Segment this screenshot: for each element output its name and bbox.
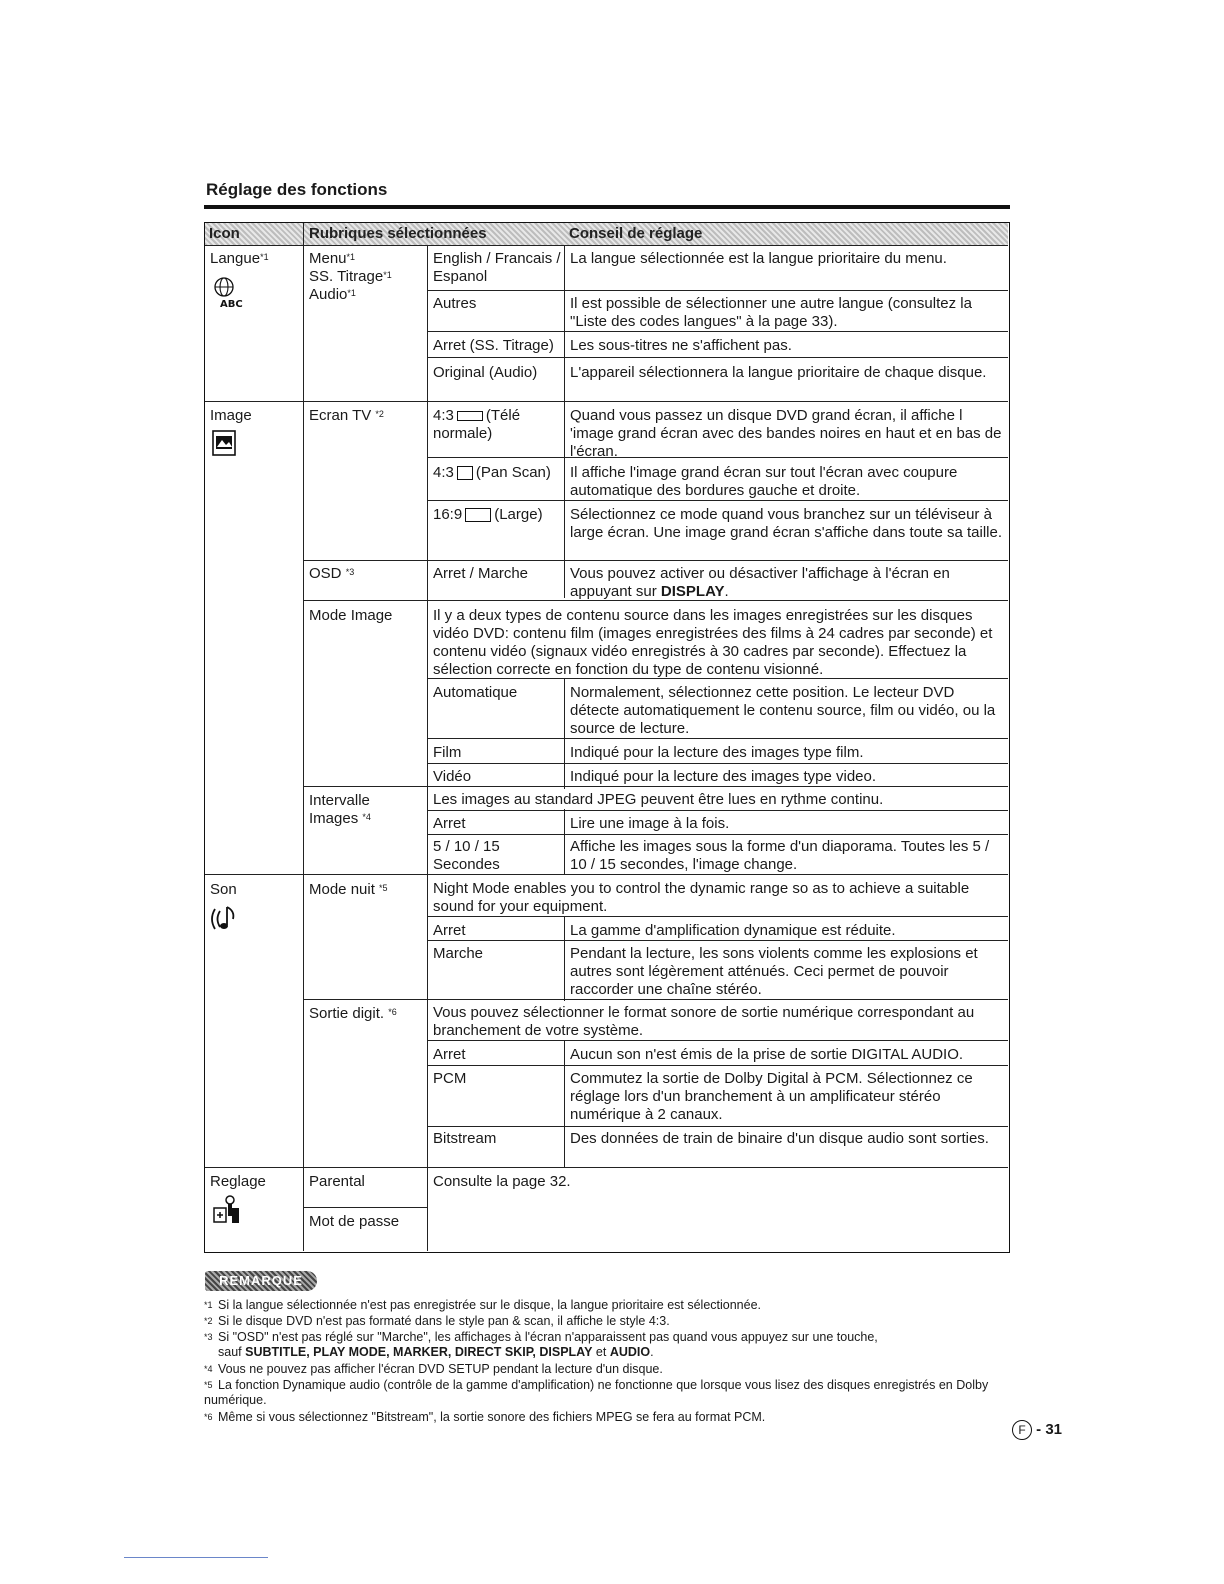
item-label: Mode nuit bbox=[309, 881, 375, 898]
col-divider-3c bbox=[564, 809, 565, 875]
option-label: Arret bbox=[433, 815, 466, 832]
settings-tools-icon bbox=[211, 1193, 243, 1227]
option-mode: (Large) bbox=[494, 506, 543, 523]
footnote-mark: *1 bbox=[347, 288, 356, 298]
footnote-mark: *5 bbox=[204, 1380, 213, 1390]
option-advice: Commutez la sortie de Dolby Digital à PCM. Sélectionnez ce réglage lors d'un branchement à un amplificateur stéréo numérique à 2 canaux. bbox=[570, 1070, 973, 1123]
footnote-keys: SUBTITLE, PLAY MODE, MARKER, DIRECT SKIP, DISPLAY bbox=[245, 1345, 593, 1359]
opt-line bbox=[427, 357, 1008, 358]
option-advice: Quand vous passez un disque DVD grand écran, il affiche l 'image grand écran avec des bandes noires en haut et en bas de l'écran. bbox=[570, 407, 1002, 460]
option-label: Bitstream bbox=[433, 1130, 497, 1147]
option-label: Autres bbox=[433, 295, 477, 312]
opt-line bbox=[427, 1126, 1008, 1127]
mode-image-intro: Il y a deux types de contenu source dans les images enregistrées sur les disques vidéo DVD: contenu film (images enregistrées des films à 24 cadres par seconde) et contenu vidéo (signaux vidéo enregistrés à 30 cadres par seconde). Effectuez la sélection correcte en fonction du type de contenu visionné. bbox=[433, 607, 993, 678]
opt-line bbox=[427, 916, 1008, 917]
item-menu: Menu bbox=[309, 250, 347, 267]
col-divider-1 bbox=[303, 223, 304, 1251]
page-number-text: - 31 bbox=[1036, 1421, 1063, 1438]
option-advice: La langue sélectionnée est la langue prioritaire du menu. bbox=[570, 250, 947, 267]
footnote-text: sauf bbox=[218, 1345, 242, 1359]
item-label: OSD bbox=[309, 565, 342, 582]
footnote-text: Si le disque DVD n'est pas formaté dans le style pan & scan, il affiche le style 4:3. bbox=[218, 1314, 670, 1328]
advice-text: Vous pouvez activer ou désactiver l'affichage à l'écran en appuyant sur bbox=[570, 565, 950, 600]
title-rule bbox=[204, 205, 1010, 209]
sound-icon bbox=[209, 903, 241, 935]
footnote-text: La fonction Dynamique audio (contrôle de la gamme d'amplification) ne fonctionne que lorsque vous lisez des disques enregistrés en Dolby numérique. bbox=[204, 1378, 989, 1407]
option-label: Marche bbox=[433, 945, 484, 962]
option-ratio: 4:3 bbox=[433, 407, 454, 424]
footnote-text: Si la langue sélectionnée n'est pas enregistrée sur le disque, la langue prioritaire est sélectionnée. bbox=[218, 1298, 761, 1312]
option-advice: Il est possible de sélectionner une autre langue (consultez la "Liste des codes langues" à la page 33). bbox=[570, 295, 972, 330]
bottom-line bbox=[124, 1557, 268, 1558]
footnote-mark: *1 bbox=[383, 270, 392, 280]
footnote-text: Si "OSD" n'est pas réglé sur "Marche", les affichages à l'écran n'apparaissent pas quand vous appuyez sur une touche, bbox=[218, 1330, 878, 1344]
item-label: Ecran TV bbox=[309, 407, 372, 424]
item-mode-nuit bbox=[309, 881, 425, 899]
category-label: Langue bbox=[210, 250, 261, 267]
option-label: Original (Audio) bbox=[433, 364, 538, 381]
reglage-advice: Consulte la page 32. bbox=[433, 1173, 571, 1190]
footnote-text: Vous ne pouvez pas afficher l'écran DVD SETUP pendant la lecture d'un disque. bbox=[218, 1362, 663, 1376]
footnote-mark: *1 bbox=[204, 1300, 213, 1310]
item-label: Intervalle bbox=[309, 792, 370, 809]
opt-line bbox=[427, 763, 1008, 764]
mode-nuit-intro: Night Mode enables you to control the dynamic range so as to achieve a suitable sound for your equipment. bbox=[433, 880, 970, 915]
footnote-mark: *4 bbox=[204, 1364, 213, 1374]
option-label: Arret / Marche bbox=[433, 565, 529, 582]
opt-line bbox=[427, 738, 1008, 739]
settings-table bbox=[204, 222, 1010, 1253]
opt-line bbox=[427, 834, 1008, 835]
col-divider-3a bbox=[564, 245, 565, 598]
footnote-mark: *3 bbox=[204, 1332, 213, 1342]
globe-icon bbox=[211, 273, 241, 309]
opt-line bbox=[427, 500, 1008, 501]
row-divider-image bbox=[205, 874, 1008, 875]
item-parental: Parental bbox=[309, 1173, 365, 1190]
wide-tv-icon bbox=[465, 508, 491, 522]
option-label: Vidéo bbox=[433, 768, 472, 785]
footnote-mark: *4 bbox=[362, 812, 371, 822]
footnote-mark: *3 bbox=[345, 567, 355, 577]
footnote-mark: *2 bbox=[375, 409, 384, 419]
item-ecran-tv bbox=[309, 407, 425, 425]
option-ratio: 16:9 bbox=[433, 506, 463, 523]
language-badge: F bbox=[1012, 1420, 1032, 1440]
option-label: Arret bbox=[433, 922, 466, 939]
option-advice: Sélectionnez ce mode quand vous branchez sur un téléviseur à large écran. Une image grand écran s'affiche dans toute sa taille. bbox=[570, 506, 1003, 541]
option-label: Arret bbox=[433, 1046, 466, 1063]
advice-end: . bbox=[724, 583, 729, 600]
category-image: Image bbox=[210, 407, 252, 424]
langue-items bbox=[309, 250, 423, 304]
category-reglage: Reglage bbox=[210, 1173, 266, 1190]
option-advice: Aucun son n'est émis de la prise de sortie DIGITAL AUDIO. bbox=[570, 1046, 964, 1063]
category-langue bbox=[210, 250, 269, 268]
option-tele-normale bbox=[433, 407, 563, 443]
section-title: Réglage des fonctions bbox=[206, 180, 388, 199]
option-advice: Normalement, sélectionnez cette position. Le lecteur DVD détecte automatiquement le contenu source, film ou vidéo, ou la source de lecture. bbox=[570, 684, 996, 737]
footnote-mark: *2 bbox=[204, 1316, 213, 1326]
option-advice: Lire une image à la fois. bbox=[570, 815, 730, 832]
footnote-2 bbox=[204, 1314, 1004, 1329]
image-icon bbox=[211, 429, 237, 457]
footnote-1 bbox=[204, 1298, 1004, 1313]
option-label: PCM bbox=[433, 1070, 467, 1087]
option-advice: Indiqué pour la lecture des images type video. bbox=[570, 768, 877, 785]
opt-line bbox=[427, 1040, 1008, 1041]
category-son: Son bbox=[210, 881, 237, 898]
opt-line bbox=[427, 331, 1008, 332]
footnote-4 bbox=[204, 1362, 1004, 1377]
option-advice: Il affiche l'image grand écran sur tout l'écran avec coupure automatique des bordures gauche et droite. bbox=[570, 464, 958, 499]
option-advice: Indiqué pour la lecture des images type film. bbox=[570, 744, 864, 761]
option-advice: La gamme d'amplification dynamique est réduite. bbox=[570, 922, 896, 939]
opt-line bbox=[427, 940, 1008, 941]
widescreen-tv-icon bbox=[457, 411, 483, 421]
col-divider-2 bbox=[427, 245, 428, 1251]
footnote-mark: *1 bbox=[260, 252, 269, 262]
intervalle-intro: Les images au standard JPEG peuvent être lues en rythme continu. bbox=[433, 791, 884, 808]
option-label: English / Francais / Espanol bbox=[433, 250, 561, 285]
option-advice bbox=[570, 565, 1006, 601]
item-label: Images bbox=[309, 810, 359, 827]
row-divider-son bbox=[205, 1167, 1008, 1168]
item-ss-titrage: SS. Titrage bbox=[309, 268, 384, 285]
footnote-mark: *1 bbox=[346, 252, 356, 262]
item-mot-de-passe: Mot de passe bbox=[309, 1213, 400, 1230]
option-advice: Pendant la lecture, les sons violents comme les explosions et autres sont légèrement atténués. Ceci permet de pouvoir raccorder une chaîne stéréo. bbox=[570, 945, 978, 998]
col-divider-3b bbox=[564, 679, 565, 789]
header-icon: Icon bbox=[209, 225, 240, 242]
item-label: Sortie digit. bbox=[309, 1005, 385, 1022]
row-divider-reglage bbox=[303, 1207, 427, 1208]
option-large bbox=[433, 506, 563, 524]
option-advice: Des données de train de binaire d'un disque audio sont sorties. bbox=[570, 1130, 989, 1147]
item-intervalle-images bbox=[309, 792, 425, 828]
option-label: Arret (SS. Titrage) bbox=[433, 337, 554, 354]
pan-scan-icon bbox=[457, 466, 473, 480]
item-mode-image: Mode Image bbox=[309, 607, 393, 624]
item-osd bbox=[309, 565, 425, 583]
header-advice: Conseil de réglage bbox=[569, 225, 703, 242]
item-sortie-digit bbox=[309, 1005, 425, 1023]
footnote-text: et bbox=[595, 1345, 607, 1359]
opt-line bbox=[427, 1065, 1008, 1066]
option-advice: Affiche les images sous la forme d'un diaporama. Toutes les 5 / 10 / 15 secondes, l'image change. bbox=[570, 838, 990, 873]
option-label: 5 / 10 / 15 Secondes bbox=[433, 838, 500, 873]
col-divider-3e bbox=[564, 1041, 565, 1167]
row-divider-intervalle bbox=[303, 786, 1008, 787]
footnote-mark: *6 bbox=[388, 1007, 397, 1017]
row-divider-osd bbox=[303, 560, 1008, 561]
item-audio: Audio bbox=[309, 286, 348, 303]
opt-line bbox=[427, 290, 1008, 291]
option-advice: Les sous-titres ne s'affichent pas. bbox=[570, 337, 792, 354]
option-mode: (Télé normale) bbox=[433, 407, 521, 442]
option-label: Film bbox=[433, 744, 462, 761]
footnote-key-audio: AUDIO bbox=[609, 1345, 651, 1359]
option-mode: (Pan Scan) bbox=[475, 464, 551, 481]
row-divider-langue bbox=[205, 401, 1008, 402]
row-divider-sortie bbox=[303, 999, 1008, 1000]
footnote-3 bbox=[204, 1330, 1004, 1360]
footnote-5 bbox=[204, 1378, 994, 1408]
option-advice: L'appareil sélectionnera la langue prioritaire de chaque disque. bbox=[570, 364, 987, 381]
sortie-intro: Vous pouvez sélectionner le format sonore de sortie numérique correspondant au branchement de votre système. bbox=[433, 1004, 975, 1039]
remarque-badge: REMARQUE bbox=[205, 1271, 317, 1291]
footnote-text: Même si vous sélectionnez "Bitstream", la sortie sonore des fichiers MPEG se fera au format PCM. bbox=[218, 1410, 766, 1424]
option-pan-scan bbox=[433, 464, 563, 482]
footnote-text: . bbox=[650, 1345, 654, 1359]
footnote-mark: *5 bbox=[379, 883, 388, 893]
option-ratio: 4:3 bbox=[433, 464, 454, 481]
page-number bbox=[1012, 1420, 1062, 1440]
col-divider-3d bbox=[564, 917, 565, 1001]
footnote-mark: *6 bbox=[204, 1412, 213, 1422]
header-items: Rubriques sélectionnées bbox=[309, 225, 487, 242]
table-header bbox=[205, 223, 1008, 246]
display-key: DISPLAY bbox=[660, 583, 725, 600]
option-label: Automatique bbox=[433, 684, 518, 701]
footnote-6 bbox=[204, 1410, 1004, 1425]
svg-text:ABC: ABC bbox=[220, 299, 243, 310]
opt-line bbox=[427, 810, 1008, 811]
